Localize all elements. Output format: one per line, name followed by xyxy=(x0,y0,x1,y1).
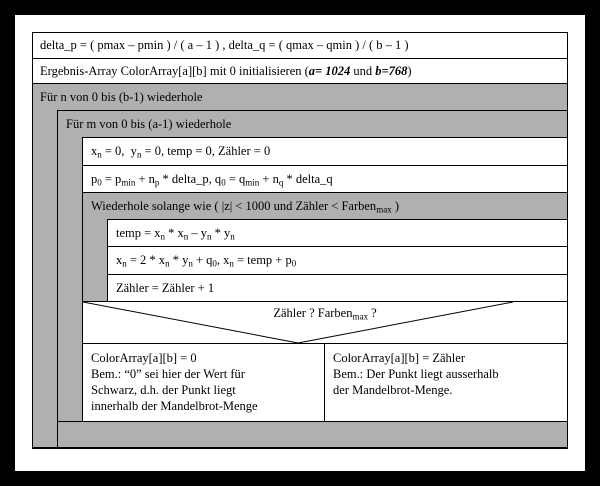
temp-text: temp = $x_n * x_n - y_n * y_n$ xyxy=(116,226,235,242)
loop-m-body xyxy=(82,137,567,420)
loop-n-label: Für n von 0 bis (b-1) wiederhole xyxy=(40,90,203,105)
branch-left-line2: Bem.: “0” sei hier der Wert für xyxy=(91,366,245,381)
branch-left-line3: Schwarz, d.h. der Punkt liegt xyxy=(91,383,236,397)
counter-text: Zähler = Zähler + 1 xyxy=(116,280,215,295)
delta-formula-text: delta_p = ( pmax – pmin ) / ( a – 1 ) , delta_q = ( qmax – qmin ) / ( b – 1 ) xyxy=(40,38,409,52)
result-array-post: ) xyxy=(407,63,412,78)
row-temp xyxy=(107,219,567,246)
row-init-vars xyxy=(82,137,567,164)
while-body xyxy=(107,219,567,301)
xn-update-text: $x_n = 2 * x_n * y_n + q_0$, $x_n$ = temp + $p_0$ xyxy=(116,253,297,269)
p0-q0-text: $p_0 = p_{min} + n_p$ * delta_p, $q_0 = q_{min} + n_q$ * delta_q xyxy=(91,171,333,187)
decision-block xyxy=(82,301,567,343)
loop-m-tail xyxy=(57,421,567,447)
row-result-array-init xyxy=(32,59,568,85)
loop-n-body xyxy=(57,110,567,446)
branch-outside-mandelbrot xyxy=(325,344,567,421)
struktogramm-stack xyxy=(32,32,568,449)
row-p0-q0 xyxy=(82,165,567,192)
decision-label: Zähler ? Farben$_{max}$ ? xyxy=(273,305,377,321)
branch-right-line3: der Mandelbrot-Menge. xyxy=(333,383,453,397)
init-vars-text: $x_n = 0$, $y_n = 0$, temp = 0, Zähler = 0 xyxy=(91,144,271,160)
loop-m-block xyxy=(58,110,567,420)
branch-left-line4: innerhalb der Mandelbrot-Menge xyxy=(91,399,258,414)
result-array-b: b=768 xyxy=(375,63,408,78)
branch-row xyxy=(82,343,567,421)
loop-m-label: Für m von 0 bis (a-1) wiederhole xyxy=(57,110,567,137)
row-xn-update xyxy=(107,246,567,273)
row-counter-increment xyxy=(107,274,567,301)
row-delta-formula xyxy=(32,32,568,59)
loop-n-tail xyxy=(33,447,567,448)
while-label: Wiederhole solange wie ( |z| < 1000 und Zähler < Farben$_{max}$ ) xyxy=(91,198,399,214)
result-array-text-pre: Ergebnis-Array ColorArray[a][b] mit 0 initialisieren ( xyxy=(40,63,309,78)
diagram-canvas xyxy=(15,15,585,471)
while-block xyxy=(82,192,567,301)
branch-right-line2: Bem.: Der Punkt liegt ausserhalb xyxy=(333,366,499,381)
result-array-a: a= 1024 xyxy=(308,63,351,78)
branch-left-line1: ColorArray[a][b] = 0 xyxy=(91,350,197,365)
branch-inside-mandelbrot xyxy=(83,344,325,421)
result-array-mid: und xyxy=(350,63,376,78)
branch-right-line1: ColorArray[a][b] = Zähler xyxy=(333,350,465,365)
loop-n-block xyxy=(32,84,568,448)
